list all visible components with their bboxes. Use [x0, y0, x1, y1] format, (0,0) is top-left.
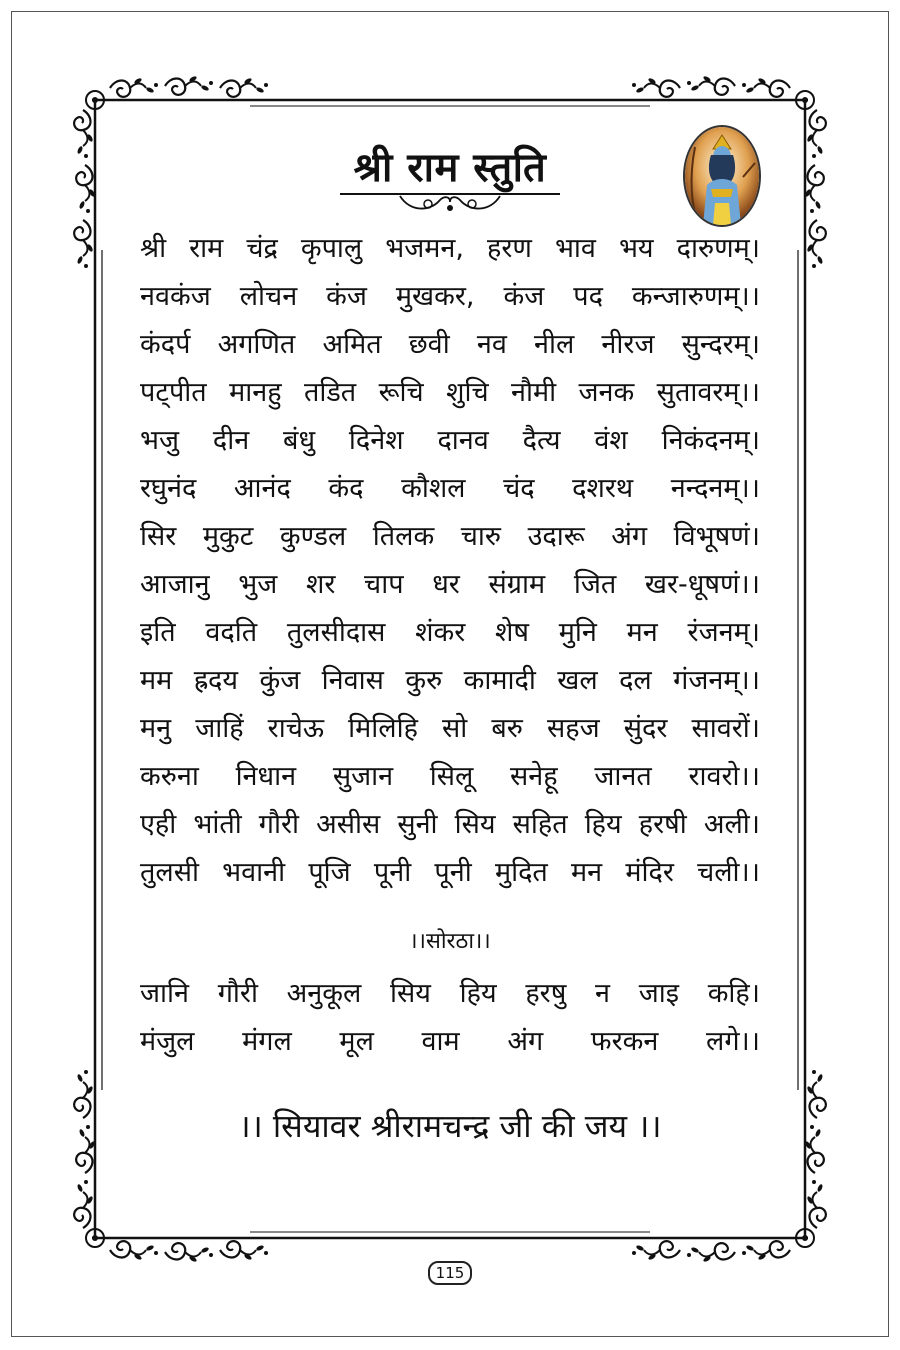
verse-line: सिर मुकुट कुण्डल तिलक चारु उदारू अंग विभूषणं। — [140, 521, 760, 552]
page-title: श्री राम स्तुति — [353, 145, 547, 191]
verse-line: जानि गौरी अनुकूल सिय हिय हरषु न जाइ कहि। — [140, 978, 760, 1009]
verse-line: मंजुल मंगल मूल वाम अंग फरकन लगे।। — [140, 1026, 760, 1057]
verse-line: मम ह्रदय कुंज निवास कुरु कामादी खल दल गंजनम्।। — [140, 665, 760, 696]
verse-line: कंदर्प अगणित अमित छवी नव नील नीरज सुन्दरम्। — [140, 329, 760, 360]
closing-salutation: ।। सियावर श्रीरामचन्द्र जी की जय ।। — [238, 1107, 662, 1145]
soratha — [140, 970, 760, 1066]
title-flourish — [340, 188, 560, 220]
verse-line: पट्पीत मानहु तडित रूचि शुचि नौमी जनक सुतावरम्।। — [140, 377, 760, 408]
verse-line: तुलसी भवानी पूजि पूनी पूनी मुदित मन मंदिर चली।। — [140, 857, 760, 888]
verse-line: करुना निधान सुजान सिलू सनेहू जानत रावरो।। — [140, 761, 760, 792]
verse-line: इति वदति तुलसीदास शंकर शेष मुनि मन रंजनम्। — [140, 617, 760, 648]
verse-line: एही भांती गौरी असीस सुनी सिय सहित हिय हरषी अली। — [140, 809, 760, 840]
stanza — [140, 225, 760, 897]
verse-line: श्री राम चंद्र कृपालु भजमन, हरण भाव भय दारुणम्। — [140, 233, 760, 264]
verse-line: नवकंज लोचन कंज मुखकर, कंज पद कन्जारुणम्।। — [140, 281, 760, 312]
verse-line: मनु जाहिं राचेऊ मिलिहि सो बरु सहज सुंदर सावरों। — [140, 713, 760, 744]
verse-line: रघुनंद आनंद कंद कौशल चंद दशरथ नन्दनम्।। — [140, 473, 760, 504]
verse-line: भजु दीन बंधु दिनेश दानव दैत्य वंश निकंदनम्। — [140, 425, 760, 456]
soratha-heading: ।।सोरठा।। — [409, 929, 491, 954]
verse-line: आजानु भुज शर चाप धर संग्राम जित खर-धूषणं।। — [140, 569, 760, 600]
page-number: 115 — [428, 1261, 472, 1285]
rama-portrait-icon — [683, 125, 761, 227]
